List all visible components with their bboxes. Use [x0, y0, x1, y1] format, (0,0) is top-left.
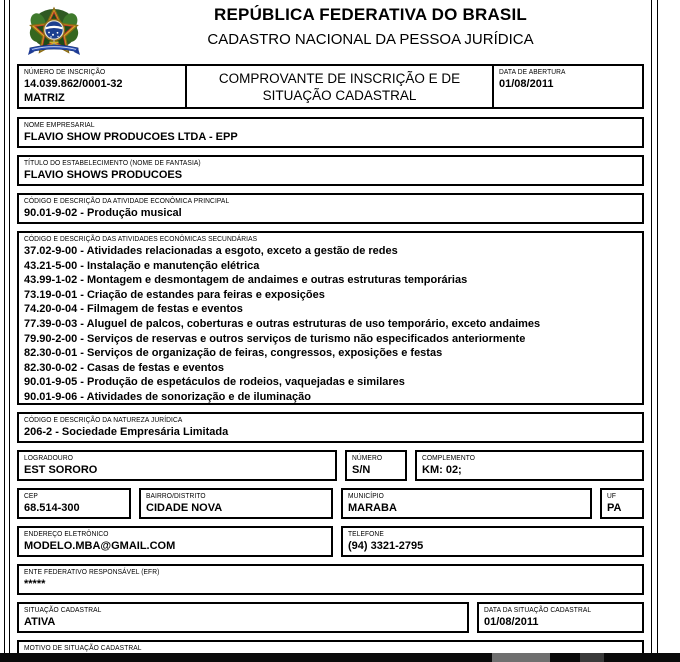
field-value: (94) 3321-2795 [348, 540, 424, 552]
scrollbar-segment[interactable] [580, 653, 604, 662]
field-label: ENTE FEDERATIVO RESPONSÁVEL (EFR) [24, 569, 160, 576]
field-natureza-juridica [17, 412, 644, 443]
field-cep [17, 488, 131, 519]
field-label: NÚMERO DE INSCRIÇÃO [24, 69, 106, 76]
field-value: MODELO.MBA@GMAIL.COM [24, 540, 176, 552]
secondary-activity-item: 43.21-5-00 - Instalação e manutenção elétrica [24, 259, 260, 272]
secondary-activity-item: 77.39-0-03 - Aluguel de palcos, coberturas e outras estruturas de uso temporário, exceto andaimes [24, 317, 541, 330]
field-value: MARABA [348, 502, 397, 514]
field-nome-empresarial [17, 117, 644, 148]
row-titulo-estabelecimento [17, 155, 644, 186]
field-label: TÍTULO DO ESTABELECIMENTO (NOME DE FANTASIA) [24, 160, 201, 167]
page-border-right-outer [657, 0, 658, 662]
field-value: CIDADE NOVA [146, 502, 223, 514]
field-data-abertura [494, 66, 642, 107]
field-numero [345, 450, 407, 481]
field-label: NÚMERO [352, 455, 383, 462]
field-uf [600, 488, 644, 519]
secondary-activity-item: 90.01-9-05 - Produção de espetáculos de rodeios, vaquejadas e similares [24, 376, 405, 389]
field-ente-federativo [17, 564, 644, 595]
field-value: 90.01-9-02 - Produção musical [24, 207, 182, 219]
horizontal-scrollbar[interactable] [0, 653, 680, 662]
field-situacao-cadastral [17, 602, 469, 633]
secondary-activity-item: 79.90-2-00 - Serviços de reservas e outros serviços de turismo não especificados anteriormente [24, 332, 526, 345]
field-value: EST SORORO [24, 464, 98, 476]
secondary-activity-item: 73.19-0-01 - Criação de estandes para feiras e exposições [24, 288, 325, 301]
field-label: CEP [24, 493, 38, 500]
row-atividades-secundarias [17, 231, 644, 405]
field-complemento [415, 450, 644, 481]
field-value: 14.039.862/0001-32 [24, 78, 123, 90]
secondary-activity-item: 82.30-0-01 - Serviços de organização de feiras, congressos, exposições e festas [24, 347, 443, 360]
field-document-title [187, 66, 494, 107]
field-label: DATA DA SITUAÇÃO CADASTRAL [484, 607, 592, 614]
field-value: 206-2 - Sociedade Empresária Limitada [24, 426, 229, 438]
field-atividades-secundarias [17, 231, 644, 405]
field-value: 68.514-300 [24, 502, 80, 514]
field-value: KM: 02; [422, 464, 462, 476]
page-subtitle: CADASTRO NACIONAL DA PESSOA JURÍDICA [207, 31, 534, 48]
secondary-activity-item: 37.02-9-00 - Atividades relacionadas a esgoto, exceto a gestão de redes [24, 245, 398, 257]
page-title: REPÚBLICA FEDERATIVA DO BRASIL [214, 5, 527, 24]
document-titles [10, 0, 651, 52]
field-value: FLAVIO SHOW PRODUCOES LTDA - EPP [24, 131, 238, 143]
field-label: CÓDIGO E DESCRIÇÃO DA NATUREZA JURÍDICA [24, 417, 183, 424]
row-situacao-cadastral [17, 602, 644, 633]
field-value: COMPROVANTE DE INSCRIÇÃO E DE SITUAÇÃO CADASTRAL [218, 70, 461, 103]
field-label: CÓDIGO E DESCRIÇÃO DA ATIVIDADE ECONÔMICA PRINCIPAL [24, 198, 230, 205]
scrollbar-thumb[interactable] [492, 653, 550, 662]
field-value: 01/08/2011 [499, 78, 554, 90]
row-logradouro [17, 450, 644, 481]
row-contato [17, 526, 644, 557]
field-data-situacao-cadastral [477, 602, 644, 633]
masthead [10, 0, 651, 64]
field-label: NOME EMPRESARIAL [24, 122, 95, 129]
page-border-left-outer [4, 0, 5, 662]
row-nome-empresarial [17, 117, 644, 148]
field-endereco-eletronico [17, 526, 333, 557]
field-value: 01/08/2011 [484, 616, 539, 628]
header-info-row [17, 64, 644, 109]
row-efr [17, 564, 644, 595]
field-label: UF [607, 493, 617, 500]
field-label: TELEFONE [348, 531, 384, 538]
secondary-activities-list [24, 244, 637, 405]
field-label: MUNICÍPIO [348, 493, 384, 500]
row-cep-municipio [17, 488, 644, 519]
field-label: LOGRADOURO [24, 455, 73, 462]
field-label: ENDEREÇO ELETRÔNICO [24, 531, 109, 538]
field-label: DATA DE ABERTURA [499, 69, 566, 76]
status-badge: ATIVA [24, 616, 56, 628]
cnpj-certificate [10, 0, 651, 652]
secondary-activity-item: 82.30-0-02 - Casas de festas e eventos [24, 361, 224, 374]
secondary-activity-item: 90.01-9-06 - Atividades de sonorização e de iluminação [24, 390, 311, 403]
field-atividade-principal [17, 193, 644, 224]
field-municipio [341, 488, 592, 519]
field-label: COMPLEMENTO [422, 455, 476, 462]
brazil-coat-of-arms-icon [28, 6, 80, 60]
field-bairro [139, 488, 333, 519]
field-telefone [341, 526, 644, 557]
field-value: S/N [352, 464, 371, 476]
field-logradouro [17, 450, 337, 481]
field-label: BAIRRO/DISTRITO [146, 493, 206, 500]
row-natureza-juridica [17, 412, 644, 443]
secondary-activity-item: 43.99-1-02 - Montagem e desmontagem de andaimes e outras estruturas temporárias [24, 274, 468, 287]
field-value: ***** [24, 578, 46, 590]
field-label: SITUAÇÃO CADASTRAL [24, 607, 102, 614]
secondary-activity-item: 74.20-0-04 - Filmagem de festas e eventos [24, 303, 243, 316]
page-border-right-inner [651, 0, 652, 662]
field-titulo-estabelecimento [17, 155, 644, 186]
field-numero-inscricao [19, 66, 187, 107]
field-label: MOTIVO DE SITUAÇÃO CADASTRAL [24, 645, 142, 652]
field-value: PA [607, 502, 622, 514]
field-label: CÓDIGO E DESCRIÇÃO DAS ATIVIDADES ECONÔMICAS SECUNDÁRIAS [24, 236, 258, 243]
row-atividade-principal [17, 193, 644, 224]
field-value: FLAVIO SHOWS PRODUCOES [24, 169, 183, 181]
field-value-tipo: MATRIZ [24, 92, 65, 104]
